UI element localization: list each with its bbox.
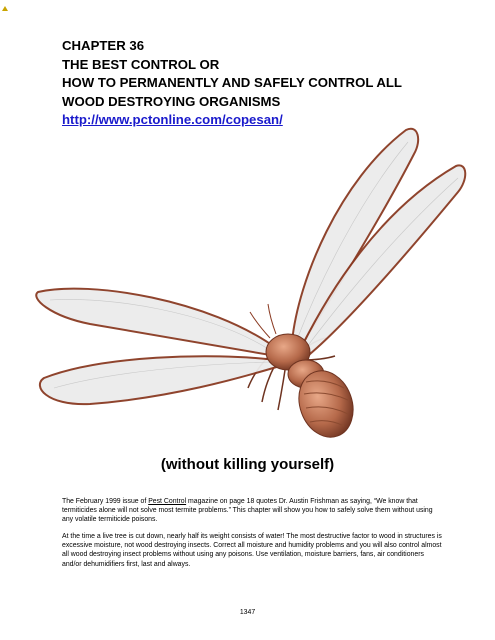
body-text xyxy=(62,497,444,577)
magazine-title: Pest Control xyxy=(148,498,187,505)
paragraph-1-rest: magazine on page 18 quotes Dr. Austin Frishman as saying, “We know that termiticides alone will not solve most termite problems.” This chapter will show you how to safely solve them without using any volatile termiticide poisons. xyxy=(62,498,433,524)
paragraph-moisture: At the time a live tree is cut down, nearly half its weight consists of water! The most destructive factor to wood in structures is excessive moisture, not wood destroying insects. Correct all moisture and humidity problems and you will also control almost all wood destroying insect problems without using any poisons. Use ventilation, moisture barriers, fans, air conditioners and/or dehumidifiers first, last and always. xyxy=(62,533,442,568)
chapter-title-line-3: WOOD DESTROYING ORGANISMS xyxy=(62,93,281,109)
winged-termite-illustration xyxy=(30,120,470,440)
chapter-subtitle: (without killing yourself) xyxy=(160,456,335,473)
paragraph-1-lead: The February 1999 issue of xyxy=(62,498,149,505)
chapter-title-line-2: HOW TO PERMANENTLY AND SAFELY CONTROL ALL xyxy=(62,75,402,90)
chapter-header xyxy=(62,37,462,130)
corner-marker xyxy=(2,6,8,11)
paragraph-frishman-quote xyxy=(62,497,444,524)
copesan-link[interactable]: http://www.pctonline.com/copesan/ xyxy=(62,112,283,127)
chapter-number: CHAPTER 36 xyxy=(62,38,145,53)
page-number: 1347 xyxy=(239,609,256,616)
chapter-title-line-1: THE BEST CONTROL OR xyxy=(62,56,220,72)
